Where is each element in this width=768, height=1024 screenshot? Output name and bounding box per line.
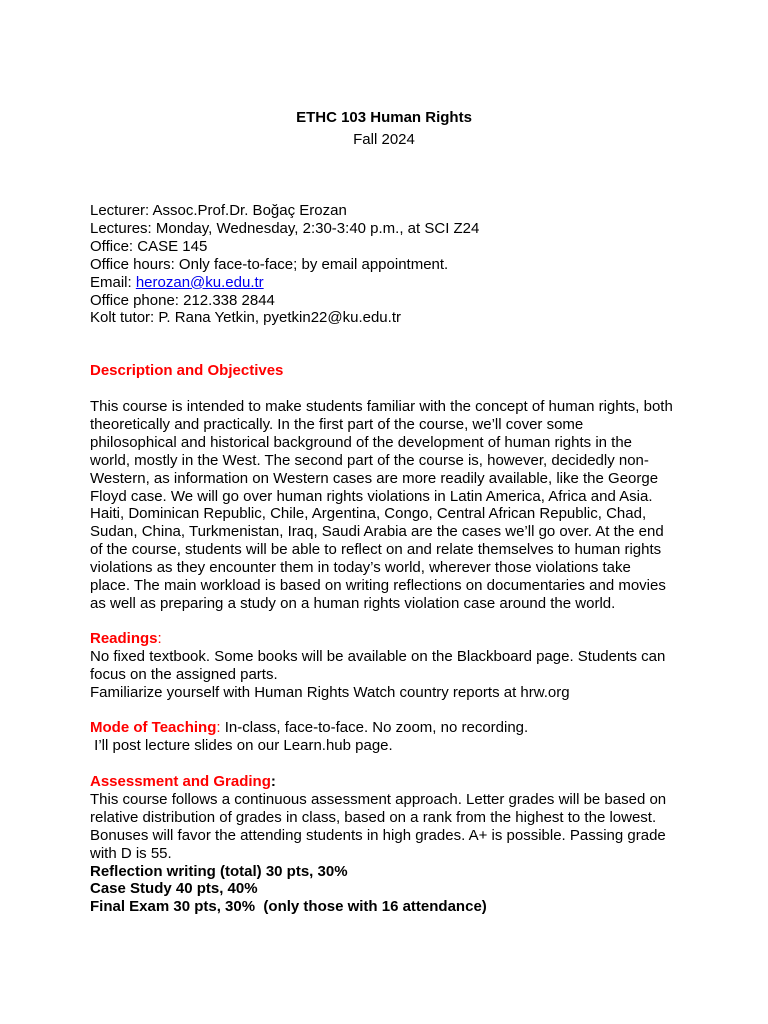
description-line: Western, as information on Western cases are more readily available, like the George (90, 469, 659, 487)
course-title: ETHC 103 Human Rights (296, 109, 472, 126)
readings-heading-line (90, 630, 690, 648)
email-line (90, 274, 690, 292)
readings-colon: : (157, 630, 162, 647)
office-phone-line: Office phone: 212.338 2844 (90, 291, 275, 309)
lecturer-line: Lecturer: Assoc.Prof.Dr. Boğaç Erozan (90, 202, 347, 219)
assessment-line: Bonuses will favor the attending students in high grades. A+ is possible. Passing grade (90, 826, 666, 844)
office-line: Office: CASE 145 (90, 237, 208, 255)
email-label: Email: (90, 273, 136, 291)
mode-colon: : (216, 719, 221, 736)
description-line: world, mostly in the West. The second part of the course is, however, decidedly non- (90, 451, 649, 469)
description-line: Sudan, China, Turkmenistan, Iraq, Saudi Arabia are the cases we’ll go over. At the end (90, 523, 664, 541)
description-heading: Description and Objectives (90, 362, 284, 379)
assessment-line: with D is 55. (90, 844, 172, 862)
readings-line: focus on the assigned parts. (90, 665, 278, 683)
description-line: as well as preparing a study on a human rights violation case around the world. (90, 594, 616, 612)
email-link[interactable]: herozan@ku.edu.tr (135, 273, 264, 291)
mode-section (90, 719, 690, 755)
description-line: of the course, students will be able to reflect on and relate themselves to human rights (90, 541, 662, 559)
description-line: philosophical and historical background of the development of human rights in the (90, 433, 633, 451)
readings-line: Familiarize yourself with Human Rights Watch country reports at hrw.org (90, 683, 570, 701)
course-info (90, 202, 690, 327)
description-line: violations as they encounter them in today’s world, wherever those violations take (90, 559, 631, 577)
mode-line (90, 719, 690, 737)
assessment-heading: Assessment and Grading (90, 773, 271, 790)
assessment-line: This course follows a continuous assessment approach. Letter grades will be based on (90, 790, 667, 808)
readings-line: No fixed textbook. Some books will be available on the Blackboard page. Students can (90, 647, 666, 665)
assessment-section (90, 773, 690, 916)
description-line: Haiti, Dominican Republic, Chile, Argentina, Congo, Central African Republic, Chad, (90, 505, 647, 523)
mode-text: In-class, face-to-face. No zoom, no recording. (220, 719, 529, 736)
assessment-heading-line (90, 773, 690, 791)
description-line: place. The main workload is based on writing reflections on documentaries and movies (90, 577, 666, 595)
description-paragraph (90, 398, 690, 613)
readings-heading: Readings (90, 630, 158, 647)
office-hours-line: Office hours: Only face-to-face; by email appointment. (90, 255, 449, 273)
grading-reflection: Reflection writing (total) 30 pts, 30% (90, 862, 348, 880)
description-line: Floyd case. We will go over human rights violations in Latin America, Africa and Asia. (90, 487, 653, 505)
assessment-line: relative distribution of grades in class, based on a rank from the highest to the lowest. (90, 808, 657, 826)
grading-final-exam: Final Exam 30 pts, 30% (only those with 16 attendance) (90, 898, 487, 916)
grading-case-study: Case Study 40 pts, 40% (90, 880, 258, 898)
description-line: theoretically and practically. In the first part of the course, we’ll cover some (90, 415, 584, 433)
readings-section (90, 630, 690, 702)
kolt-tutor-line: Kolt tutor: P. Rana Yetkin, pyetkin22@ku.edu.tr (90, 309, 401, 327)
description-line: This course is intended to make students familiar with the concept of human rights, both (90, 398, 673, 415)
mode-heading: Mode of Teaching (90, 719, 217, 736)
course-term: Fall 2024 (353, 131, 415, 148)
assessment-colon: : (270, 773, 276, 790)
lectures-line: Lectures: Monday, Wednesday, 2:30-3:40 p.m., at SCI Z24 (90, 219, 480, 237)
mode-line-2: I’ll post lecture slides on our Learn.hub page. (90, 736, 393, 754)
